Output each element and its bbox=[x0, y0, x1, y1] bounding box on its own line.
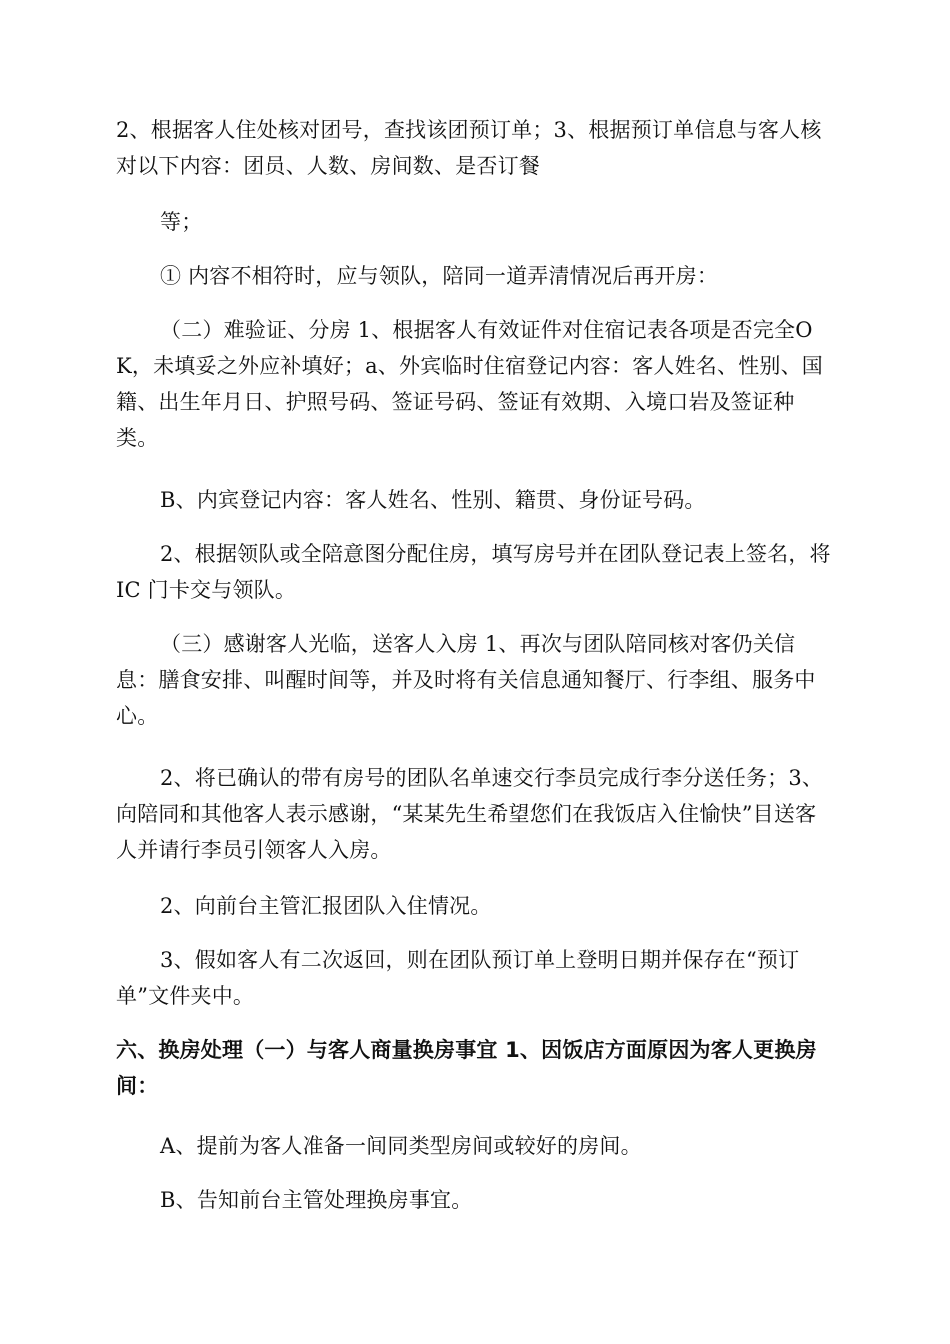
paragraph-domestic-registration: B、内宾登记内容：客人姓名、性别、籍贯、身份证号码。 bbox=[160, 488, 706, 512]
paragraph-group-check: 2、根据客人住处核对团号，查找该团预订单；3、根据预订单信息与客人核对以下内容：团员、人数、房间数、是否订餐 bbox=[116, 118, 822, 178]
paragraph-inform-supervisor: B、告知前台主管处理换房事宜。 bbox=[160, 1188, 473, 1212]
paragraph-thank-guests: （三）感谢客人光临，送客人入房 1、再次与团队陪同核对客仍关信息：膳食安排、叫醒时间等，并及时将有关信息通知餐厅、行李组、服务中心。 bbox=[116, 632, 816, 728]
paragraph-luggage: 2、将已确认的带有房号的团队名单速交行李员完成行李分送任务；3、向陪同和其他客人表示感谢，“某某先生希望您们在我饭店入住愉快”目送客人并请行李员引领客人入房。 bbox=[116, 766, 824, 862]
paragraph-assign-room: 2、根据领队或全陪意图分配住房，填写房号并在团队登记表上签名，将 IC 门卡交与领队。 bbox=[116, 542, 831, 602]
paragraph-mismatch-note: ① 内容不相符时，应与领队，陪同一道弄清情况后再开房： bbox=[160, 264, 719, 288]
paragraph-report: 2、向前台主管汇报团队入住情况。 bbox=[160, 894, 492, 918]
paragraph-verify-assign: （二）难验证、分房 1、根据客人有效证件对住宿记表各项是否完全OK，未填妥之外应补填好；a、外宾临时住宿登记内容：客人姓名、性别、国籍、出生年月日、护照号码、签证号码、签证有效期、入境口岩及签证种类。 bbox=[116, 318, 824, 450]
paragraph-return-guests: 3、假如客人有二次返回，则在团队预订单上登明日期并保存在“预订单”文件夹中。 bbox=[116, 948, 800, 1008]
paragraph-prepare-room: A、提前为客人准备一间同类型房间或较好的房间。 bbox=[160, 1134, 642, 1158]
paragraph-etc: 等； bbox=[160, 210, 203, 234]
section-heading-room-change: 六、换房处理（一）与客人商量换房事宜 1、因饭店方面原因为客人更换房间： bbox=[116, 1038, 817, 1098]
